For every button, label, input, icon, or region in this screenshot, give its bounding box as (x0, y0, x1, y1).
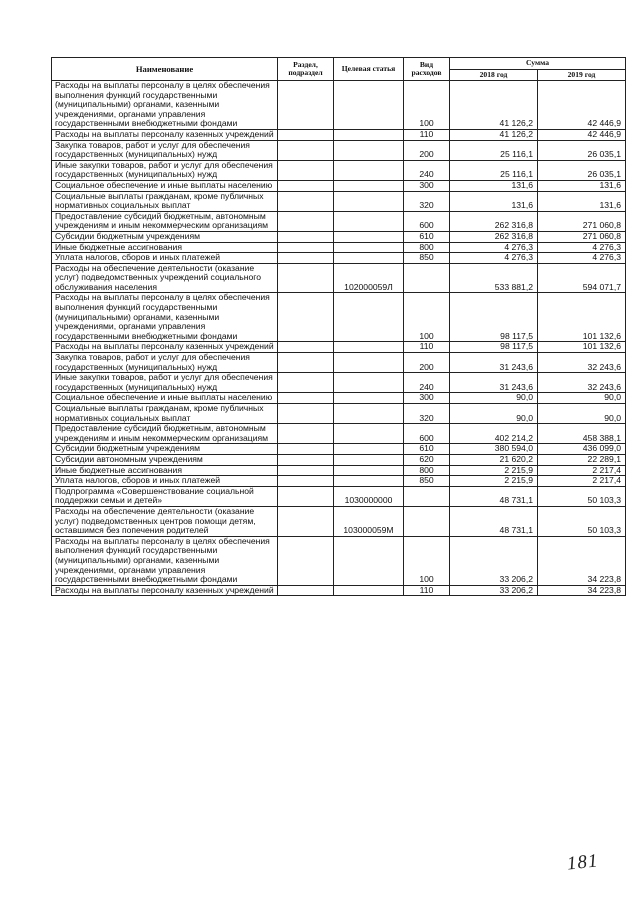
cell-type: 610 (404, 231, 450, 242)
cell-type: 600 (404, 211, 450, 231)
cell-name: Расходы на выплаты персоналу в целях обеспечения выполнения функций государственными (муниципальными) органами, казенными учреждениями, органами управления государственными внебюджетными фондами (52, 81, 278, 130)
cell-name: Социальное обеспечение и иные выплаты населению (52, 393, 278, 404)
cell-2019: 50 103,3 (538, 506, 626, 536)
cell-2019: 4 276,3 (538, 253, 626, 264)
cell-type: 100 (404, 81, 450, 130)
cell-2019: 2 217,4 (538, 465, 626, 476)
cell-name: Иные бюджетные ассигнования (52, 242, 278, 253)
cell-target (334, 293, 404, 342)
cell-target: 103000059М (334, 506, 404, 536)
cell-type: 100 (404, 536, 450, 585)
cell-target (334, 180, 404, 191)
cell-target (334, 404, 404, 424)
table-row (52, 211, 626, 231)
header-target: Целевая статья (334, 58, 404, 81)
header-type: Вид расходов (404, 58, 450, 81)
cell-section (278, 242, 334, 253)
cell-target (334, 191, 404, 211)
cell-target (334, 373, 404, 393)
cell-type: 110 (404, 129, 450, 140)
cell-section (278, 342, 334, 353)
cell-section (278, 211, 334, 231)
cell-2019: 26 035,1 (538, 140, 626, 160)
header-sum: Сумма (450, 58, 626, 70)
table-row (52, 242, 626, 253)
cell-2019: 271 060,8 (538, 211, 626, 231)
cell-2018: 2 215,9 (450, 465, 538, 476)
cell-2018: 4 276,3 (450, 253, 538, 264)
table-row (52, 353, 626, 373)
cell-2018: 131,6 (450, 191, 538, 211)
cell-target (334, 454, 404, 465)
cell-2019: 90,0 (538, 404, 626, 424)
cell-target (334, 444, 404, 455)
cell-2019: 26 035,1 (538, 160, 626, 180)
cell-2018: 380 594,0 (450, 444, 538, 455)
cell-2018: 31 243,6 (450, 353, 538, 373)
cell-section (278, 465, 334, 476)
cell-target (334, 465, 404, 476)
cell-type: 300 (404, 180, 450, 191)
cell-2018: 2 215,9 (450, 476, 538, 487)
cell-name: Иные закупки товаров, работ и услуг для обеспечения государственных (муниципальных) нужд (52, 160, 278, 180)
cell-type: 200 (404, 353, 450, 373)
header-name: Наименование (52, 58, 278, 81)
table-row (52, 373, 626, 393)
cell-2018: 262 316,8 (450, 211, 538, 231)
cell-target (334, 160, 404, 180)
table-row (52, 81, 626, 130)
cell-2018: 25 116,1 (450, 140, 538, 160)
cell-type (404, 506, 450, 536)
cell-name: Расходы на выплаты персоналу казенных учреждений (52, 342, 278, 353)
cell-2019: 4 276,3 (538, 242, 626, 253)
cell-2019: 131,6 (538, 191, 626, 211)
cell-name: Закупка товаров, работ и услуг для обеспечения государственных (муниципальных) нужд (52, 140, 278, 160)
table-row (52, 476, 626, 487)
cell-2019: 271 060,8 (538, 231, 626, 242)
cell-section (278, 180, 334, 191)
table-row (52, 129, 626, 140)
cell-2019: 2 217,4 (538, 476, 626, 487)
cell-2018: 48 731,1 (450, 486, 538, 506)
cell-2019: 436 099,0 (538, 444, 626, 455)
cell-2018: 41 126,2 (450, 81, 538, 130)
table-row (52, 263, 626, 293)
cell-name: Социальные выплаты гражданам, кроме публичных нормативных социальных выплат (52, 191, 278, 211)
header-year-2019: 2019 год (538, 69, 626, 81)
table-row (52, 585, 626, 596)
cell-2019: 90,0 (538, 393, 626, 404)
page-number: 181 (565, 850, 600, 875)
cell-type: 100 (404, 293, 450, 342)
cell-section (278, 353, 334, 373)
cell-name: Социальное обеспечение и иные выплаты населению (52, 180, 278, 191)
cell-section (278, 293, 334, 342)
cell-target (334, 424, 404, 444)
table-row (52, 231, 626, 242)
table-row (52, 253, 626, 264)
cell-2018: 41 126,2 (450, 129, 538, 140)
cell-section (278, 81, 334, 130)
table-body (52, 81, 626, 596)
cell-target (334, 242, 404, 253)
cell-2019: 101 132,6 (538, 342, 626, 353)
cell-2019: 42 446,9 (538, 81, 626, 130)
cell-name: Предоставление субсидий бюджетным, автономным учреждениям и иным некоммерческим организациям (52, 424, 278, 444)
cell-type: 850 (404, 253, 450, 264)
cell-2019: 50 103,3 (538, 486, 626, 506)
cell-section (278, 231, 334, 242)
cell-target (334, 81, 404, 130)
cell-name: Расходы на выплаты персоналу казенных учреждений (52, 585, 278, 596)
cell-2018: 31 243,6 (450, 373, 538, 393)
cell-type: 240 (404, 160, 450, 180)
cell-2018: 533 881,2 (450, 263, 538, 293)
cell-2019: 101 132,6 (538, 293, 626, 342)
cell-section (278, 160, 334, 180)
cell-section (278, 444, 334, 455)
cell-2019: 22 289,1 (538, 454, 626, 465)
cell-section (278, 404, 334, 424)
cell-name: Социальные выплаты гражданам, кроме публичных нормативных социальных выплат (52, 404, 278, 424)
cell-type: 320 (404, 191, 450, 211)
cell-section (278, 585, 334, 596)
budget-table (51, 57, 626, 596)
cell-2019: 42 446,9 (538, 129, 626, 140)
cell-2018: 262 316,8 (450, 231, 538, 242)
cell-2019: 32 243,6 (538, 353, 626, 373)
cell-type: 620 (404, 454, 450, 465)
cell-target: 102000059Л (334, 263, 404, 293)
cell-section (278, 191, 334, 211)
table-row (52, 293, 626, 342)
cell-name: Субсидии автономным учреждениям (52, 454, 278, 465)
cell-name: Уплата налогов, сборов и иных платежей (52, 253, 278, 264)
cell-target (334, 393, 404, 404)
cell-target (334, 476, 404, 487)
cell-section (278, 393, 334, 404)
cell-section (278, 373, 334, 393)
cell-name: Предоставление субсидий бюджетным, автономным учреждениям и иным некоммерческим организациям (52, 211, 278, 231)
table-row (52, 454, 626, 465)
cell-section (278, 536, 334, 585)
cell-name: Закупка товаров, работ и услуг для обеспечения государственных (муниципальных) нужд (52, 353, 278, 373)
cell-2018: 48 731,1 (450, 506, 538, 536)
table-row (52, 393, 626, 404)
cell-name: Расходы на выплаты персоналу в целях обеспечения выполнения функций государственными (муниципальными) органами, казенными учреждениями, органами управления государственными внебюджетными фондами (52, 536, 278, 585)
header-year-2018: 2018 год (450, 69, 538, 81)
cell-type: 320 (404, 404, 450, 424)
cell-name: Субсидии бюджетным учреждениям (52, 231, 278, 242)
cell-2018: 33 206,2 (450, 536, 538, 585)
cell-section (278, 263, 334, 293)
cell-2019: 32 243,6 (538, 373, 626, 393)
cell-section (278, 476, 334, 487)
cell-target (334, 253, 404, 264)
cell-target (334, 211, 404, 231)
cell-2018: 90,0 (450, 393, 538, 404)
table-row (52, 506, 626, 536)
budget-table-sheet (51, 57, 625, 596)
cell-2018: 98 117,5 (450, 342, 538, 353)
cell-2019: 594 071,7 (538, 263, 626, 293)
cell-name: Расходы на обеспечение деятельности (оказание услуг) подведомственных учреждений социального обслуживания населения (52, 263, 278, 293)
cell-type: 300 (404, 393, 450, 404)
cell-target (334, 140, 404, 160)
table-row (52, 180, 626, 191)
cell-target (334, 231, 404, 242)
cell-name: Подпрограмма «Совершенствование социальной поддержки семьи и детей» (52, 486, 278, 506)
cell-type: 850 (404, 476, 450, 487)
cell-section (278, 129, 334, 140)
cell-section (278, 506, 334, 536)
cell-2019: 131,6 (538, 180, 626, 191)
cell-target (334, 353, 404, 373)
cell-2019: 34 223,8 (538, 585, 626, 596)
cell-type: 600 (404, 424, 450, 444)
cell-2018: 131,6 (450, 180, 538, 191)
cell-type: 800 (404, 465, 450, 476)
cell-type: 110 (404, 585, 450, 596)
cell-type: 240 (404, 373, 450, 393)
cell-type: 200 (404, 140, 450, 160)
header-section: Раздел, подраздел (278, 58, 334, 81)
cell-2018: 402 214,2 (450, 424, 538, 444)
cell-type: 610 (404, 444, 450, 455)
cell-2018: 4 276,3 (450, 242, 538, 253)
table-row (52, 404, 626, 424)
cell-target (334, 342, 404, 353)
cell-section (278, 140, 334, 160)
cell-2018: 33 206,2 (450, 585, 538, 596)
cell-name: Расходы на выплаты персоналу казенных учреждений (52, 129, 278, 140)
cell-name: Иные бюджетные ассигнования (52, 465, 278, 476)
cell-name: Иные закупки товаров, работ и услуг для обеспечения государственных (муниципальных) нужд (52, 373, 278, 393)
header-row-top (52, 58, 626, 70)
cell-name: Субсидии бюджетным учреждениям (52, 444, 278, 455)
cell-type: 800 (404, 242, 450, 253)
table-row (52, 342, 626, 353)
table-row (52, 191, 626, 211)
table-row (52, 444, 626, 455)
cell-2018: 25 116,1 (450, 160, 538, 180)
cell-section (278, 454, 334, 465)
table-row (52, 486, 626, 506)
cell-type (404, 486, 450, 506)
table-row (52, 536, 626, 585)
cell-section (278, 253, 334, 264)
table-row (52, 160, 626, 180)
cell-section (278, 424, 334, 444)
table-row (52, 465, 626, 476)
cell-2019: 34 223,8 (538, 536, 626, 585)
table-row (52, 140, 626, 160)
cell-target: 1030000000 (334, 486, 404, 506)
cell-2018: 21 620,2 (450, 454, 538, 465)
cell-type (404, 263, 450, 293)
cell-target (334, 585, 404, 596)
cell-section (278, 486, 334, 506)
table-row (52, 424, 626, 444)
cell-target (334, 536, 404, 585)
cell-2018: 98 117,5 (450, 293, 538, 342)
cell-name: Расходы на выплаты персоналу в целях обеспечения выполнения функций государственными (муниципальными) органами, казенными учреждениями, органами управления государственными внебюджетными фондами (52, 293, 278, 342)
cell-2018: 90,0 (450, 404, 538, 424)
cell-2019: 458 388,1 (538, 424, 626, 444)
cell-target (334, 129, 404, 140)
cell-type: 110 (404, 342, 450, 353)
cell-name: Расходы на обеспечение деятельности (оказание услуг) подведомственных центров помощи детям, оставшимся без попечения родителей (52, 506, 278, 536)
cell-name: Уплата налогов, сборов и иных платежей (52, 476, 278, 487)
